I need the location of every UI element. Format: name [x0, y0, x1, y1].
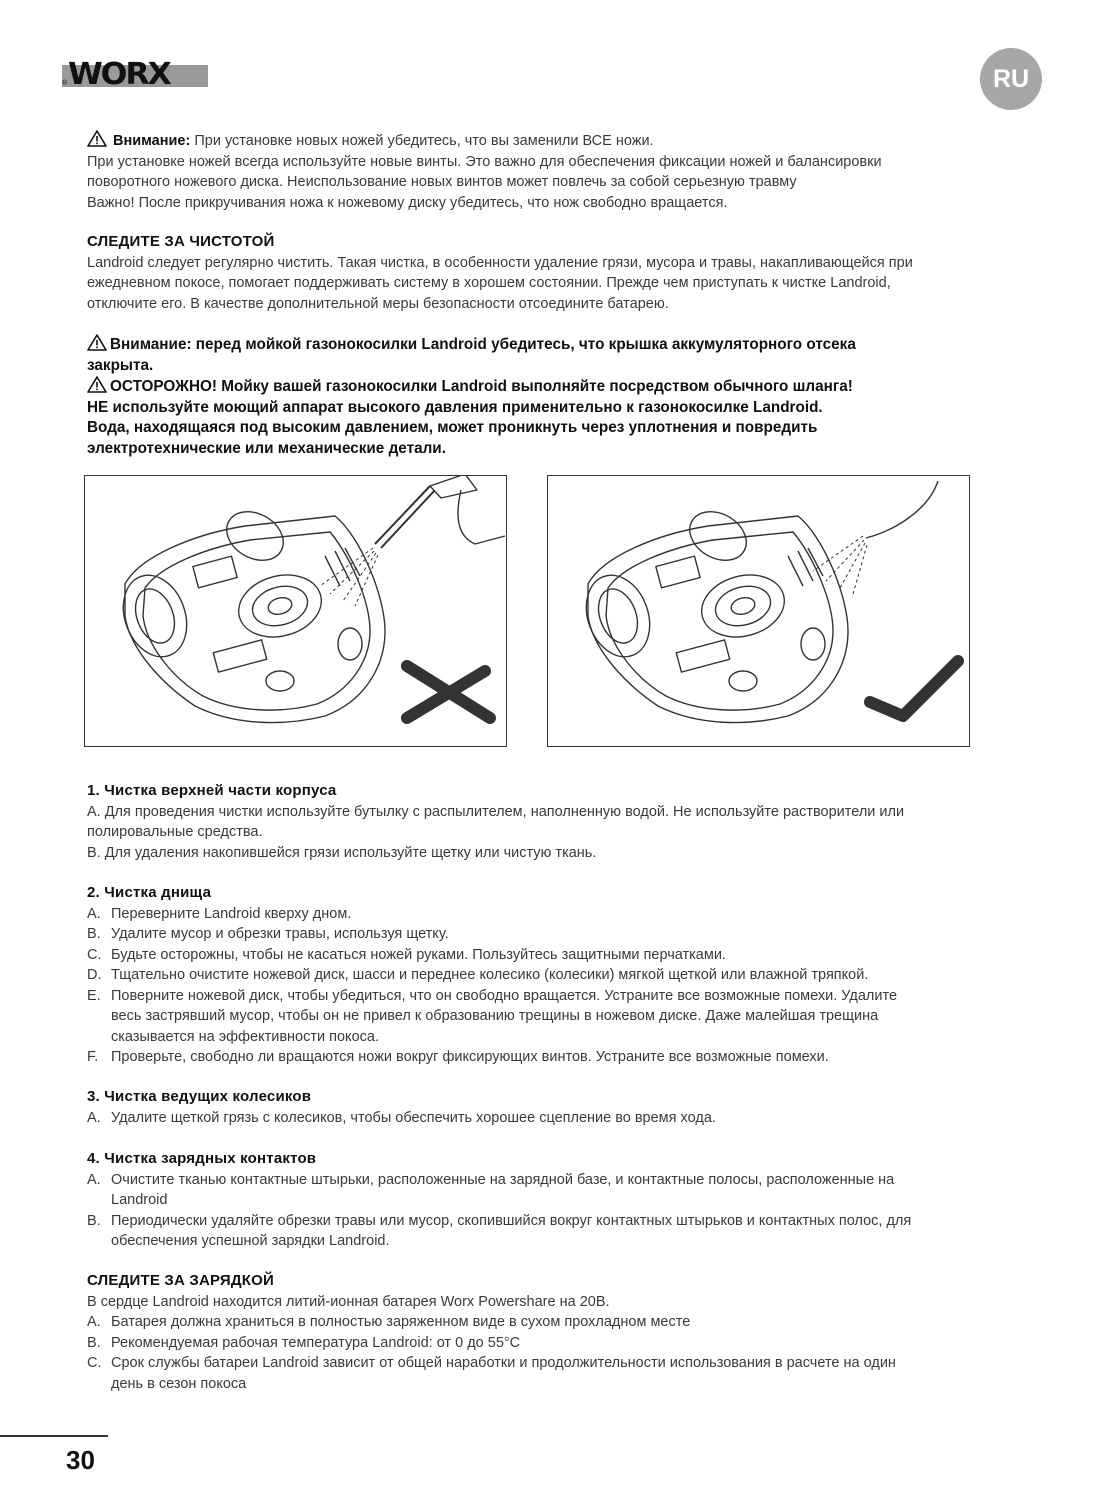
item-text: Удалите щеткой грязь с колесиков, чтобы обеспечить хорошее сцепление во время хода. [111, 1109, 716, 1126]
item-text: Срок службы батареи Landroid зависит от общей наработки и продолжительности использования в расчете на один [111, 1355, 896, 1371]
item-marker: D. [87, 967, 102, 983]
item-list [87, 904, 1047, 1068]
list-item [87, 986, 1047, 1048]
mower-pressure-washer-drawing [85, 476, 508, 748]
list-item [87, 904, 1047, 925]
item-text: день в сезон покоса [111, 1375, 247, 1392]
item-marker: F. [87, 1049, 99, 1065]
text-line: Важно! После прикручивания ножа к ножевому диску убедитесь, что нож свободно вращается. [87, 194, 728, 211]
text-line: При установке ножей всегда используйте новые винты. Это важно для обеспечения фиксации ножей и балансировки [87, 153, 882, 170]
bold-line: НЕ используйте моющий аппарат высокого давления применительно к газонокосилке Landroid. [87, 398, 823, 416]
list-item [87, 1312, 1047, 1333]
section-charging [87, 1271, 1047, 1394]
warning-triangle-icon [87, 130, 107, 147]
item-marker: E. [87, 987, 101, 1004]
item-marker: C. [87, 946, 102, 963]
warning-triangle-icon [87, 334, 107, 351]
warning-triangle-icon [87, 376, 107, 393]
list-item [87, 1353, 1047, 1394]
item-text: Landroid [111, 1192, 168, 1208]
worx-logo [62, 57, 208, 92]
item-list [87, 1170, 1047, 1252]
page-number: 30 [66, 1445, 95, 1475]
list-item [87, 1108, 1047, 1129]
item-text: Рекомендуемая рабочая температура Landroid: от 0 до 55°С [111, 1334, 521, 1351]
list-item [87, 1170, 1047, 1211]
section-top-housing [87, 781, 1047, 863]
clean-section [87, 232, 1047, 314]
washing-warning [87, 334, 1047, 459]
text-line: поворотного ножевого диска. Неиспользование новых винтов может повлечь за собой серьезную травму [87, 174, 797, 190]
item-text: Периодически удаляйте обрезки травы или мусор, скопившийся вокруг контактных штырьков и контактных полос, для [111, 1212, 912, 1229]
illustration-pressure-washer [84, 475, 507, 747]
list-item [87, 965, 1047, 986]
item-text: сказывается на эффективности покоса. [111, 1028, 379, 1045]
bold-line: электротехнические или механические детали. [87, 439, 446, 457]
item-marker: C. [87, 1355, 102, 1371]
item-marker: B. [87, 1212, 101, 1229]
warning-label: Внимание: [113, 133, 191, 149]
item-text: Поверните ножевой диск, чтобы убедиться, что он свободно вращается. Устраните все возможные помехи. Удалите [111, 987, 898, 1004]
item-text: обеспечения успешной зарядки Landroid. [111, 1233, 390, 1249]
item-text: Батарея должна храниться в полностью заряженном виде в сухом прохладном месте [111, 1314, 691, 1330]
list-item [87, 924, 1047, 945]
blade-warning [87, 130, 1047, 213]
section-heading: 1. Чистка верхней части корпуса [87, 782, 337, 799]
bold-line: закрыта. [87, 356, 154, 374]
item-text: Проверьте, свободно ли вращаются ножи вокруг фиксирующих винтов. Устраните все возможные помехи. [111, 1049, 829, 1065]
item-list [87, 1108, 1047, 1129]
illustration-garden-hose [547, 475, 970, 747]
blade-warning-first-line [87, 130, 1047, 152]
item-text: Очистите тканью контактные штырьки, расположенные на зарядной базе, и контактные полосы, расположенные на [111, 1171, 895, 1188]
language-badge: RU [980, 48, 1042, 110]
item-marker: B. [87, 926, 101, 942]
item-text: весь застрявший мусор, чтобы он не привел к образованию трещины в ножевом диске. Даже малейшая трещина [111, 1008, 879, 1024]
item-marker: A. [87, 1171, 101, 1188]
item-text: Тщательно очистите ножевой диск, шасси и переднее колесико (колесики) мягкой щеткой или влажной тряпкой. [111, 967, 869, 983]
section-heading: 2. Чистка днища [87, 884, 212, 901]
list-item [87, 1211, 1047, 1252]
footer-rule [0, 1435, 108, 1437]
item-text: Переверните Landroid кверху дном. [111, 905, 352, 922]
warning-text: При установке новых ножей убедитесь, что вы заменили ВСЕ ножи. [194, 133, 654, 149]
item-marker: B. [87, 1334, 101, 1351]
bold-text: ОСТОРОЖНО! Мойку вашей газонокосилки Landroid выполняйте посредством обычного шланга! [110, 378, 853, 395]
item-marker: A. [87, 905, 101, 922]
bold-line [87, 376, 1047, 398]
text-line: В сердце Landroid находится литий-ионная батарея Worx Powershare на 20В. [87, 1293, 610, 1310]
item-text: Будьте осторожны, чтобы не касаться ножей руками. Пользуйтесь защитными перчатками. [111, 946, 726, 963]
section-heading: 3. Чистка ведущих колесиков [87, 1088, 312, 1105]
mower-garden-hose-drawing [548, 476, 971, 748]
section-heading: СЛЕДИТЕ ЗА ЗАРЯДКОЙ [87, 1272, 274, 1289]
text-line: ежедневном покосе, помогает поддерживать систему в хорошем состоянии. Прежде чем приступать к чистке Landroid, [87, 275, 891, 291]
bold-text: Внимание: перед мойкой газонокосилки Landroid убедитесь, что крышка аккумуляторного отсека [110, 336, 856, 353]
text-line: A. Для проведения чистки используйте бутылку с распылителем, наполненную водой. Не используйте растворители или [87, 803, 905, 820]
registered-mark: ® [62, 80, 68, 87]
text-line: полировальные средства. [87, 824, 263, 840]
section-underside [87, 883, 1047, 1068]
item-marker: A. [87, 1109, 101, 1126]
text-line: отключите его. В качестве дополнительной меры безопасности отсоедините батарею. [87, 295, 669, 312]
section-charging-contacts [87, 1149, 1047, 1252]
list-item [87, 945, 1047, 966]
item-marker: A. [87, 1314, 101, 1330]
logo-text: WORX [68, 57, 170, 92]
section-heading: 4. Чистка зарядных контактов [87, 1150, 317, 1167]
list-item [87, 1047, 1047, 1068]
item-text: Удалите мусор и обрезки травы, используя щетку. [111, 926, 449, 942]
bold-line [87, 334, 1047, 356]
list-item [87, 1333, 1047, 1354]
text-line: Landroid следует регулярно чистить. Такая чистка, в особенности удаление грязи, мусора и травы, накапливающейся при [87, 254, 913, 271]
bold-line: Вода, находящаяся под высоким давлением, может проникнуть через уплотнения и повредить [87, 419, 818, 436]
section-drive-wheels [87, 1087, 1047, 1128]
text-line: B. Для удаления накопившейся грязи используйте щетку или чистую ткань. [87, 844, 597, 861]
item-list [87, 1312, 1047, 1394]
section-heading: СЛЕДИТЕ ЗА ЧИСТОТОЙ [87, 233, 275, 250]
